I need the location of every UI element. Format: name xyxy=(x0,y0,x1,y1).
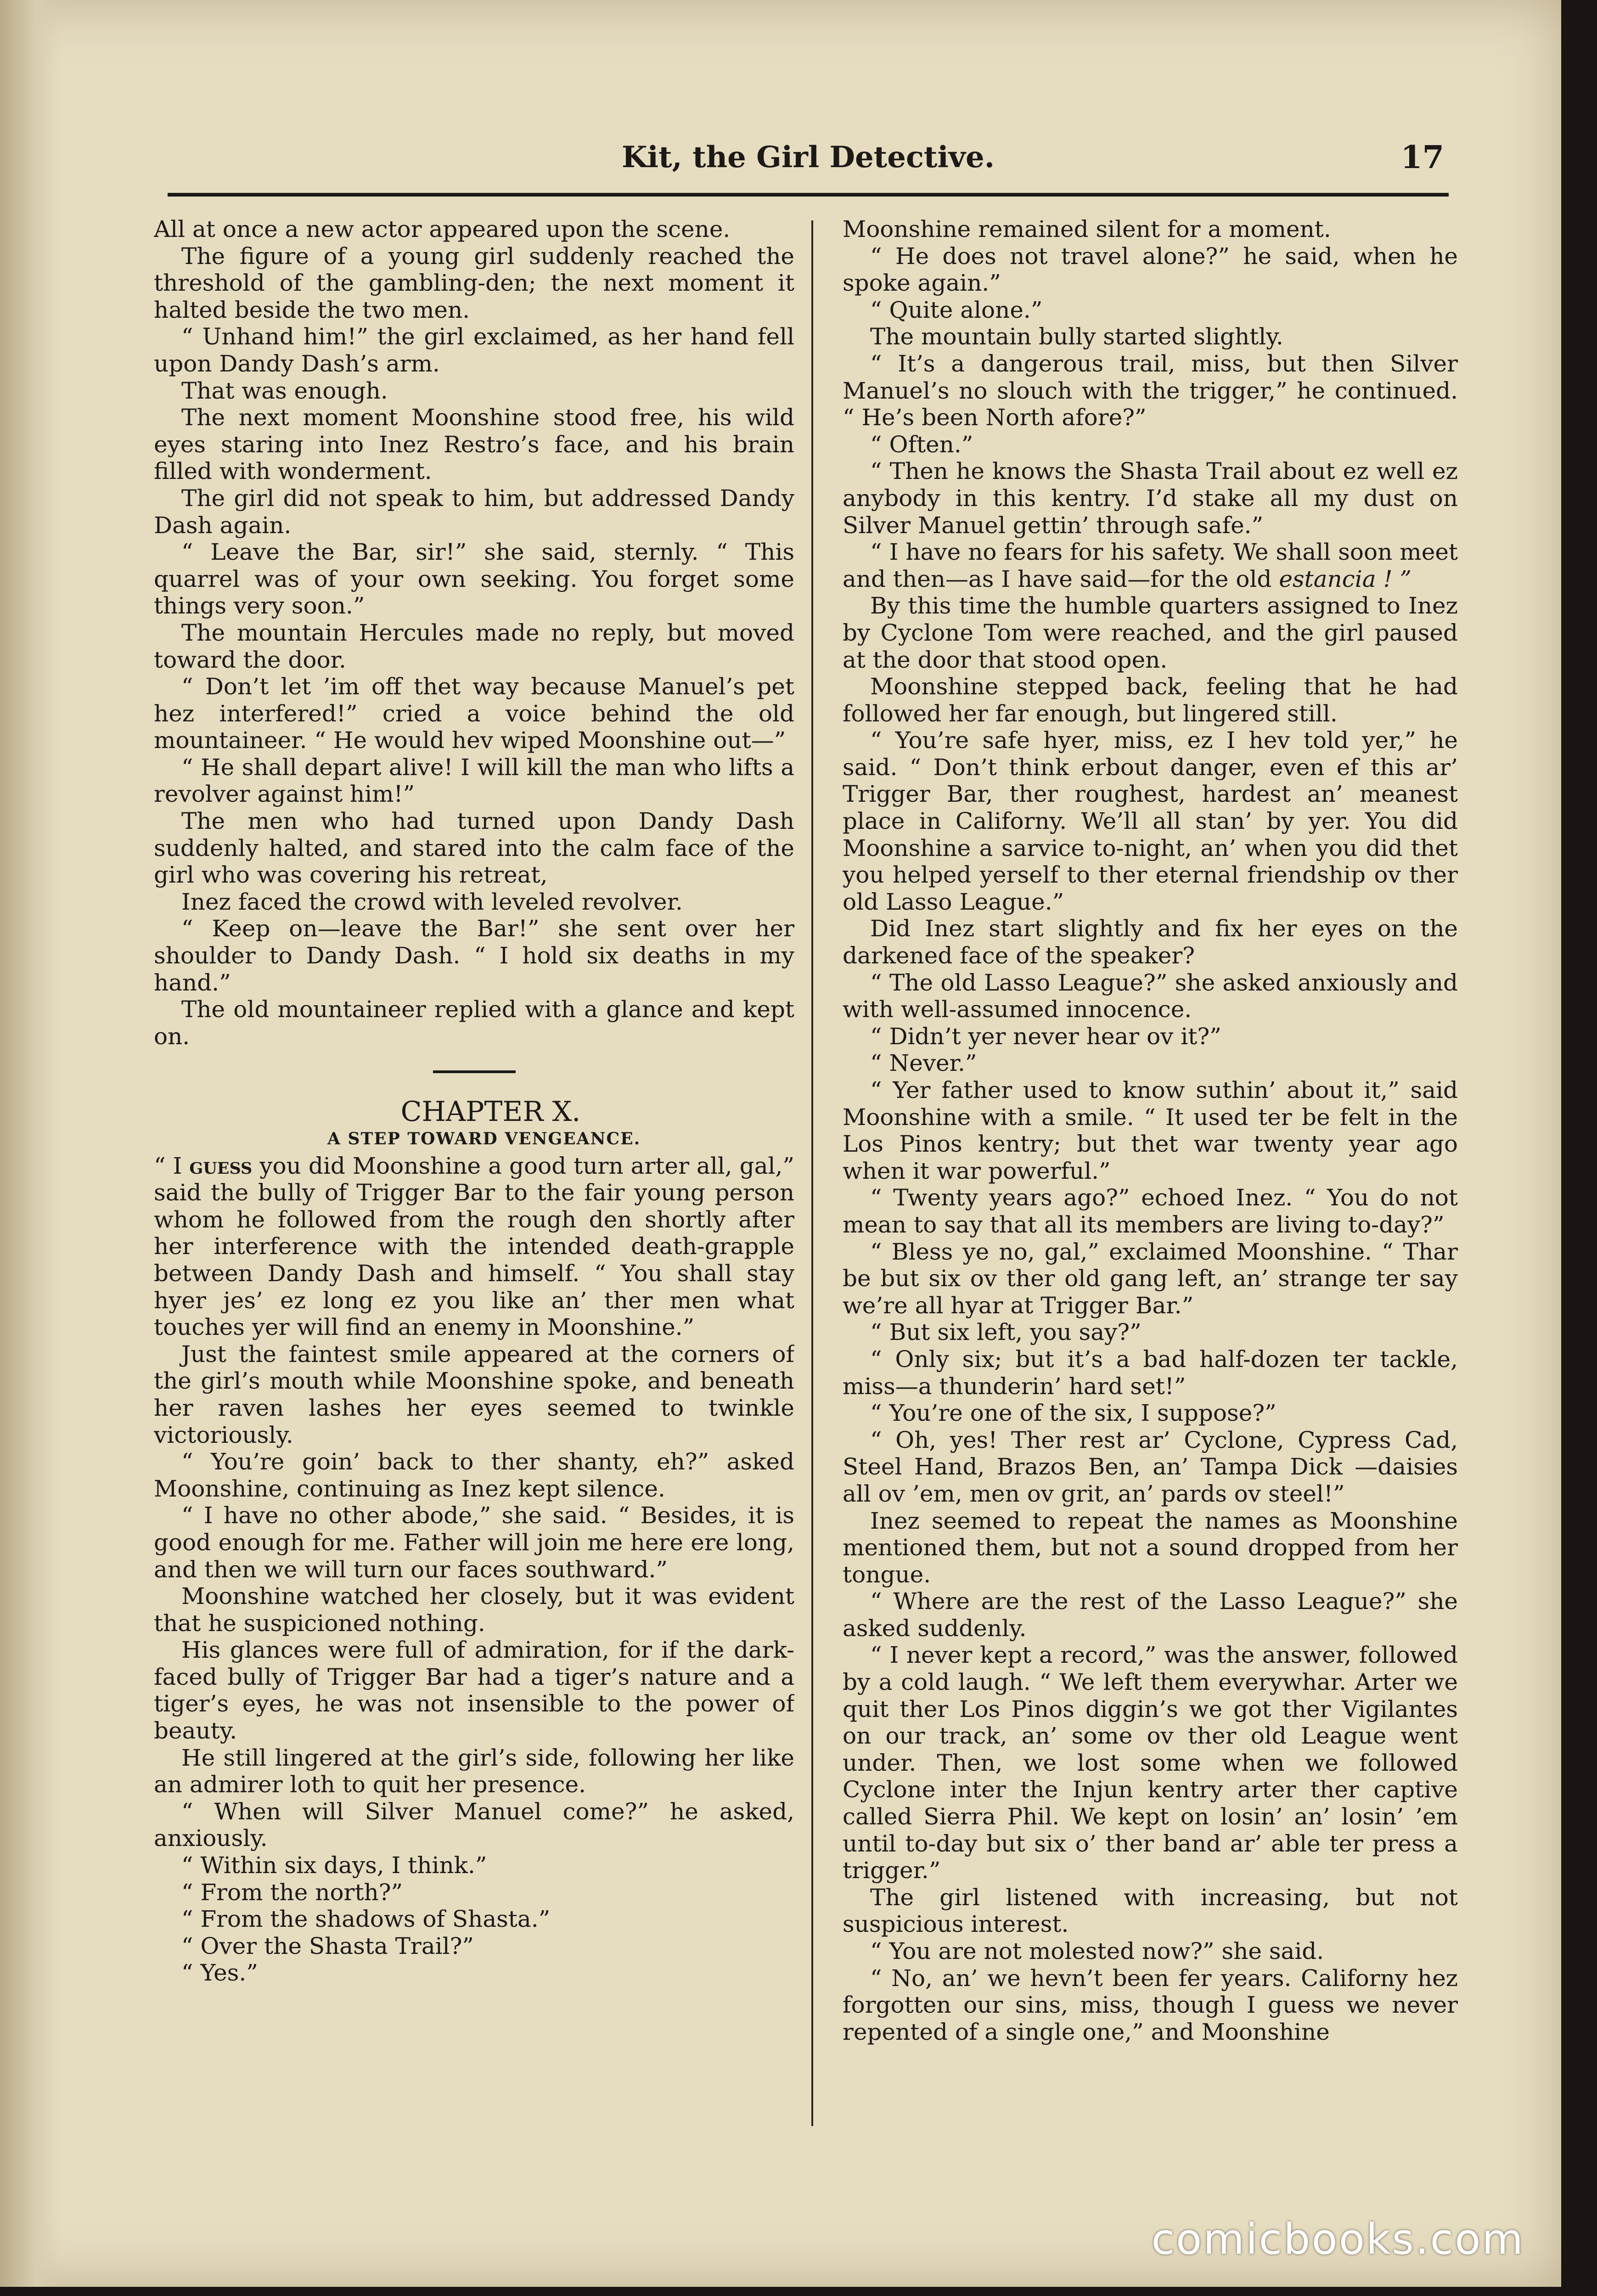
paragraph: The next moment Moonshine stood free, his wild eyes staring into Inez Restro’s face, and his brain filled with wonderment. xyxy=(154,404,794,485)
paragraph: Just the faintest smile appeared at the corners of the girl’s mouth while Moonshine spoke, and beneath her raven lashes her eyes seemed to twinkle victoriously. xyxy=(154,1340,794,1448)
header-rule xyxy=(168,193,1449,197)
paragraph: “ He shall depart alive! I will kill the man who lifts a revolver against him!” xyxy=(154,754,794,808)
paragraph: “ Didn’t yer never hear ov it?” xyxy=(870,1023,1221,1050)
paragraph: All at once a new actor appeared upon the scene. xyxy=(154,216,731,242)
paragraph: The old mountaineer replied with a glance and kept on. xyxy=(154,996,794,1050)
right-column xyxy=(843,216,1458,2140)
paragraph: “ No, an’ we hevn’t been fer years. Californy hez forgotten our sins, miss, though I guess we never repented of a single one,” and Moonshine xyxy=(843,1964,1458,2045)
paragraph: “ You’re safe hyer, miss, ez I hev told yer,” he said. “ Don’t think erbout danger, even ef this ar’ Trigger Bar, ther roughest, hardest an’ meanest place in Californy. We’ll all stan’ by yer. You did Moonshine a sarvice to-night, an’ when you did thet you helped yerself to ther eternal friendship ov ther old Lasso League.” xyxy=(843,727,1458,915)
paragraph: “ But six left, you say?” xyxy=(870,1319,1142,1346)
paragraph: The girl listened with increasing, but not suspicious interest. xyxy=(843,1884,1458,1938)
paragraph: “ Never.” xyxy=(870,1050,977,1077)
paragraph: The mountain Hercules made no reply, but moved toward the door. xyxy=(154,619,794,673)
running-header xyxy=(168,131,1449,186)
opening-lead: “ I xyxy=(154,1152,190,1179)
paragraph: “ From the north?” xyxy=(181,1879,403,1906)
paragraph: “ You are not molested now?” she said. xyxy=(870,1938,1324,1964)
paragraph: “ Over the Shasta Trail?” xyxy=(181,1932,474,1959)
paragraph: “ Don’t let ’im off thet way because Manuel’s pet hez interfered!” cried a voice behind the old mountaineer. “ He would hev wiped Moonshine out—” xyxy=(154,673,794,754)
paragraph: “ I never kept a record,” was the answer, followed by a cold laugh. “ We left them everywhar. Arter we quit ther Los Pinos diggin’s we got ther Vigilantes on our track, an’ some ov ther old League went under. Then, we lost some when we followed Cyclone inter the Injun kentry arter ther captive called Sierra Phil. We kept on losin’ an’ losin’ ’em until to-day but six o’ ther band ar’ able ter press a trigger.” xyxy=(843,1642,1458,1884)
paragraph: “ Oh, yes! Ther rest ar’ Cyclone, Cypress Cad, Steel Hand, Brazos Ben, an’ Tampa Dick —daisies all ov ’em, men ov grit, an’ pards ov steel!” xyxy=(843,1426,1458,1507)
chapter-opening-paragraph xyxy=(154,1153,794,1341)
running-title: Kit, the Girl Detective. xyxy=(622,140,995,174)
paragraph: “ Then he knows the Shasta Trail about ez well ez anybody in this kentry. I’d stake all my dust on Silver Manuel gettin’ through safe.” xyxy=(843,458,1458,539)
paragraph: His glances were full of admiration, for if the dark-faced bully of Trigger Bar had a tiger’s nature and a tiger’s eyes, he was not insensible to the power of beauty. xyxy=(154,1637,794,1745)
paragraph: “ Quite alone.” xyxy=(870,296,1043,323)
opening-rest: you did Moonshine a good turn arter all, gal,” said the bully of Trigger Bar to the fair young person whom he followed from the rough den shortly after her interference with the intended death-grapple between Dandy Dash and himself. “ You shall stay hyer jes’ ez long ez you like an’ ther men what touches yer will find an enemy in Moonshine.” xyxy=(154,1152,794,1341)
paragraph: Inez faced the crowd with leveled revolver. xyxy=(181,888,683,915)
right-lead-paragraph: Moonshine remained silent for a moment. xyxy=(843,216,1331,242)
column-divider xyxy=(811,220,813,2126)
paragraph: “ You’re goin’ back to ther shanty, eh?” asked Moonshine, continuing as Inez kept silence. xyxy=(154,1448,794,1502)
paragraph: “ Bless ye no, gal,” exclaimed Moonshine. “ Thar be but six ov ther old gang left, an’ strange ter say we’re all hyar at Trigger Bar.” xyxy=(843,1238,1458,1319)
paragraph: Inez seemed to repeat the names as Moonshine mentioned them, but not a sound dropped from her tongue. xyxy=(843,1507,1458,1588)
right-paragraphs-a xyxy=(843,243,1458,539)
paragraph: The figure of a young girl suddenly reached the threshold of the gambling-den; the next moment it halted beside the two men. xyxy=(154,242,794,323)
paragraph: “ Leave the Bar, sir!” she said, sternly. “ This quarrel was of your own seeking. You forget some things very soon.” xyxy=(154,539,794,619)
paragraph: “ Where are the rest of the Lasso League?” she asked suddenly. xyxy=(843,1588,1458,1642)
paragraph: “ From the shadows of Shasta.” xyxy=(181,1906,551,1933)
paragraph: Did Inez start slightly and fix her eyes on the darkened face of the speaker? xyxy=(843,915,1458,969)
paragraph: “ Twenty years ago?” echoed Inez. “ You do not mean to say that all its members are living to-day?” xyxy=(843,1184,1458,1238)
opening-smallcaps-word: guess xyxy=(189,1152,253,1179)
paragraph: “ The old Lasso League?” she asked anxiously and with well-assumed innocence. xyxy=(843,969,1458,1023)
paragraph: “ It’s a dangerous trail, miss, but then Silver Manuel’s no slouch with the trigger,” he continued. “ He’s been North afore?” xyxy=(843,350,1458,431)
left-paragraphs-before xyxy=(154,216,794,1050)
left-column xyxy=(154,216,794,2140)
right-paragraphs-b xyxy=(843,592,1458,2045)
left-paragraphs-after xyxy=(154,1341,794,1986)
paragraph: “ Often.” xyxy=(870,431,973,458)
estancia-paragraph xyxy=(843,539,1458,592)
paragraph: “ Yer father used to know suthin’ about it,” said Moonshine with a smile. “ It used ter be felt in the Los Pinos kentry; but thet war twenty year ago when it war powerful.” xyxy=(843,1077,1458,1184)
paragraph: “ He does not travel alone?” he said, when he spoke again.” xyxy=(843,242,1458,297)
paragraph: “ Only six; but it’s a bad half-dozen ter tackle, miss—a thunderin’ hard set!” xyxy=(843,1345,1458,1400)
chapter-heading: CHAPTER X. xyxy=(400,1096,581,1128)
paragraph: “ Within six days, I think.” xyxy=(181,1852,487,1879)
estancia-text: “ I have no fears for his safety. We shall soon meet and then—as I have said—for the old xyxy=(843,539,1458,592)
page-binding-edge xyxy=(0,0,60,2287)
chapter-subtitle: A STEP TOWARD VENGEANCE. xyxy=(327,1129,641,1148)
paragraph: That was enough. xyxy=(181,377,388,404)
watermark-logo: comicbooks.com xyxy=(1151,2215,1524,2264)
paragraph: He still lingered at the girl’s side, following her like an admirer loth to quit her presence. xyxy=(154,1744,794,1798)
paragraph: The men who had turned upon Dandy Dash suddenly halted, and stared into the calm face of the girl who was covering his retreat, xyxy=(154,808,794,889)
chapter-ornament-rule xyxy=(433,1070,516,1073)
estancia-italic: estancia ! ” xyxy=(1279,565,1411,592)
paragraph: Moonshine stepped back, feeling that he had followed her far enough, but lingered still. xyxy=(843,673,1458,727)
paragraph: The mountain bully started slightly. xyxy=(870,323,1283,350)
paragraph: “ Yes.” xyxy=(181,1959,258,1986)
paragraph: “ I have no other abode,” she said. “ Besides, it is good enough for me. Father will join me here ere long, and then we will turn our faces southward.” xyxy=(154,1502,794,1583)
paragraph: “ You’re one of the six, I suppose?” xyxy=(870,1400,1276,1427)
paragraph: Moonshine watched her closely, but it was evident that he suspicioned nothing. xyxy=(154,1583,794,1637)
paragraph: By this time the humble quarters assigned to Inez by Cyclone Tom were reached, and the girl paused at the door that stood open. xyxy=(843,592,1458,673)
paragraph: The girl did not speak to him, but addressed Dandy Dash again. xyxy=(154,484,794,539)
paragraph: “ Keep on—leave the Bar!” she sent over her shoulder to Dandy Dash. “ I hold six deaths in my hand.” xyxy=(154,915,794,996)
page-number: 17 xyxy=(1400,139,1444,176)
paragraph: “ When will Silver Manuel come?” he asked, anxiously. xyxy=(154,1798,794,1852)
paragraph: “ Unhand him!” the girl exclaimed, as her hand fell upon Dandy Dash’s arm. xyxy=(154,323,794,377)
